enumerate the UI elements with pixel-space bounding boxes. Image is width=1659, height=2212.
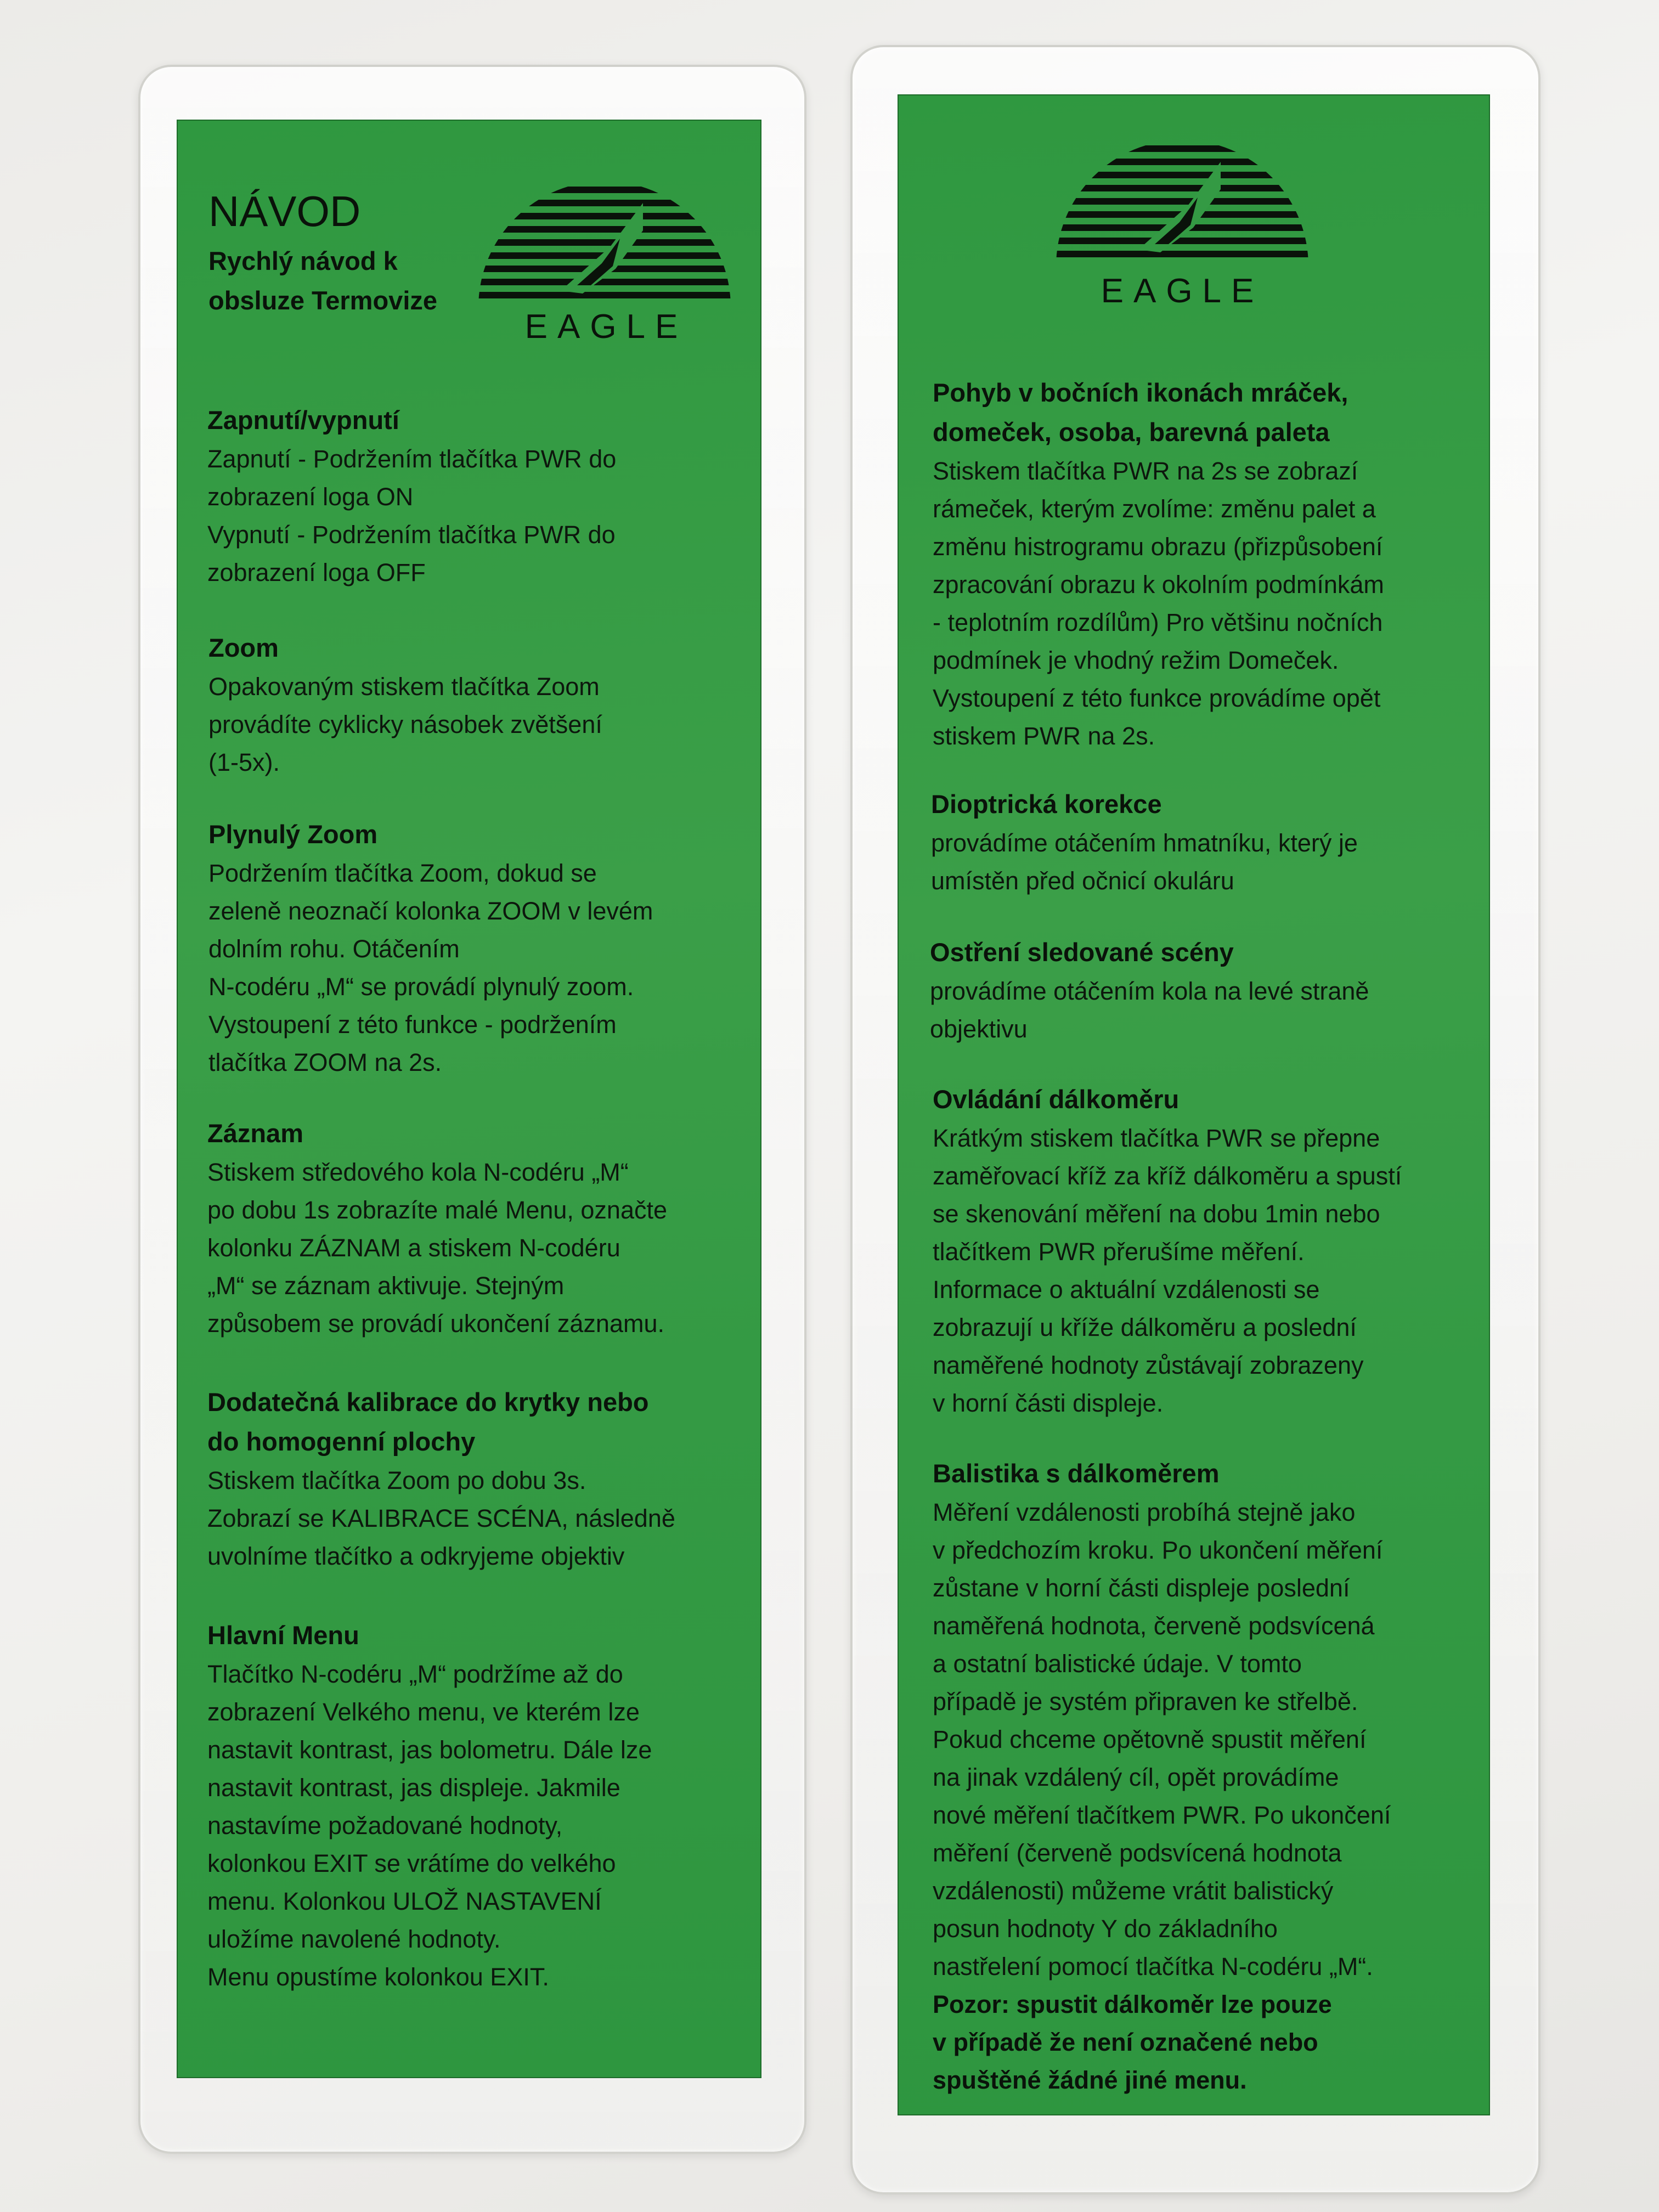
section-power: [207, 400, 734, 591]
section-body: Stiskem středového kola N-codéru „M“ po dobu 1s zobrazíte malé Menu, označte kolonku ZÁZNAM a stiskem N-codéru „M“ se záznam aktivuje. Stejným způsobem se provádí ukončení záznamu.: [207, 1158, 668, 1338]
section-calibration: [207, 1383, 745, 1575]
section-ballistics: [933, 1454, 1481, 2099]
section-body: Podržením tlačítka Zoom, dokud se zeleně neoznačí kolonka ZOOM v levém dolním rohu. Otáčením N-codéru „M“ se provádí plynulý zoom. Vystoupení z této funkce - podržením tlačítka ZOOM na 2s.: [208, 859, 653, 1076]
section-heading: Záznam: [207, 1119, 303, 1148]
section-body: Stiskem tlačítka Zoom po dobu 3s. Zobrazí se KALIBRACE SCÉNA, následně uvolníme tlačítko a odkryjeme objektiv: [207, 1466, 675, 1570]
section-heading: Dioptrická korekce: [931, 789, 1162, 819]
warning-note: Pozor: spustit dálkoměr lze pouze v případě že není označené nebo spuštěné žádné jiné menu.: [933, 1990, 1332, 2094]
section-heading: Ostření sledované scény: [930, 938, 1234, 967]
page-subtitle: Rychlý návod k obsluze Termovize: [208, 246, 438, 315]
section-body: Měření vzdálenosti probíhá stejně jako v předchozím kroku. Po ukončení měření zůstane v horní části displeje poslední naměřená hodnota, červeně podsvícená a ostatní balistické údaje. V tomto případě je systém připraven ke střelbě. Pokud chceme opětovně spustit měření na jinak vzdálený cíl, opět provádíme nové měření tlačítkem PWR. Po ukončení měření (červeně podsvícená hodnota vzdálenosti) můžeme vrátit balistický posun hodnoty Y do základního nastřelení pomocí tlačítka N-codéru „M“.: [933, 1498, 1391, 1980]
section-body: provádíme otáčením kola na levé straně objektivu: [930, 977, 1369, 1043]
section-heading: Plynulý Zoom: [208, 820, 378, 849]
section-heading: Dodatečná kalibrace do krytky nebo do homogenní plochy: [207, 1387, 649, 1456]
section-body: Zapnutí - Podržením tlačítka PWR do zobrazení loga ON Vypnutí - Podržením tlačítka PWR do zobrazení loga OFF: [207, 445, 617, 586]
section-heading: Pohyb v bočních ikonách mráček, domeček, osoba, barevná paleta: [933, 378, 1348, 447]
section-body: Opakovaným stiskem tlačítka Zoom provádíte cyklicky násobek zvětšení (1-5x).: [208, 673, 602, 776]
section-body: provádíme otáčením hmatníku, který je umístěn před očnicí okuláru: [931, 829, 1358, 895]
page-title: NÁVOD: [208, 187, 361, 235]
section-body: Tlačítko N-codéru „M“ podržíme až do zobrazení Velkého menu, ve kterém lze nastavit kontrast, jas bolometru. Dále lze nastavit kontrast, jas displeje. Jakmile nastavíme požadované hodnoty, kolonkou EXIT se vrátíme do velkého menu. Kolonkou ULOŽ NASTAVENÍ uložíme navolené hodnoty. Menu opustíme kolonkou EXIT.: [207, 1660, 652, 1991]
section-zoom: [208, 628, 735, 781]
section-heading: Zapnutí/vypnutí: [207, 405, 399, 435]
eagle-logo-icon: [478, 181, 731, 318]
section-diopter: [931, 785, 1474, 900]
section-rangefinder: [933, 1080, 1481, 1422]
section-side-icons: [933, 373, 1476, 755]
section-focus: [930, 933, 1473, 1048]
section-heading: Zoom: [208, 633, 279, 662]
right-logo-text: EAGLE: [1101, 272, 1264, 310]
section-main-menu: [207, 1616, 745, 1996]
eagle-logo-icon: [1053, 140, 1311, 277]
section-heading: Hlavní Menu: [207, 1621, 359, 1650]
section-smooth-zoom: [208, 815, 735, 1081]
section-body: Stiskem tlačítka PWR na 2s se zobrazí rámeček, kterým zvolíme: změnu palet a změnu histrogramu obrazu (přizpůsobení zpracování obrazu k okolním podmínkám - teplotním rozdílům) Pro většinu nočních podmínek je vhodný režim Domeček. Vystoupení z této funkce provádíme opět stiskem PWR na 2s.: [933, 457, 1384, 750]
section-heading: Ovládání dálkoměru: [933, 1085, 1180, 1114]
section-body: Krátkým stiskem tlačítka PWR se přepne zaměřovací kříž za kříž dálkoměru a spustí se skenování měření na dobu 1min nebo tlačítkem PWR přerušíme měření. Informace o aktuální vzdálenosti se zobrazují u kříže dálkoměru a poslední naměřené hodnoty zůstávají zobrazeny v horní části displeje.: [933, 1124, 1402, 1417]
section-recording: [207, 1114, 745, 1342]
section-heading: Balistika s dálkoměrem: [933, 1459, 1220, 1488]
left-logo-text: EAGLE: [524, 308, 688, 346]
